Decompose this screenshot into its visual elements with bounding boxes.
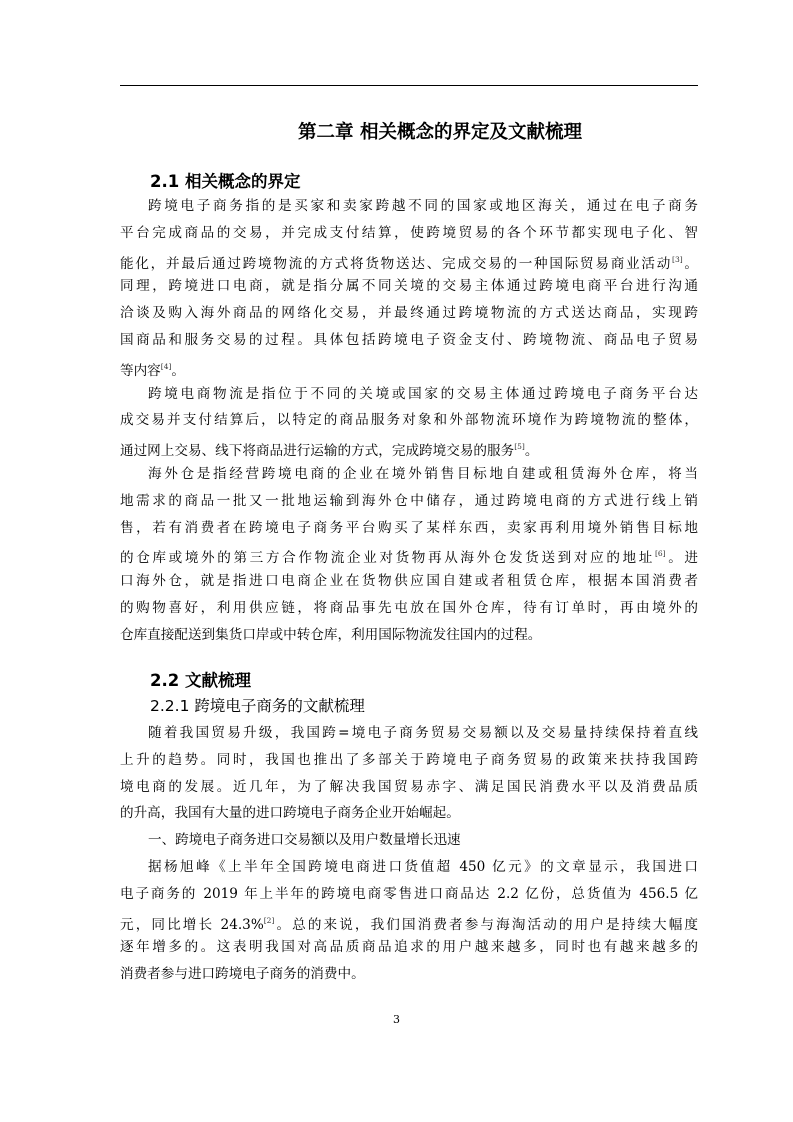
section-heading-2-2: 2.2 文献梳理 [150, 671, 251, 690]
paragraph-line: 的仓库或境外的第三方合作物流企业对货物再从海外仓发货送到对应的地址[6]。进 [120, 549, 698, 567]
section-heading-2-1: 2.1 相关概念的界定 [150, 172, 301, 191]
chapter-title: 第二章 相关概念的界定及文献梳理 [298, 122, 582, 143]
paragraph-line: 仓库直接配送到集货口岸或中转仓库，利用国际物流发往国内的过程。 [120, 626, 542, 643]
paragraph-line: 售，若有消费者在跨境电子商务平台购买了某样东西，卖家再利用境外销售目标地 [120, 519, 698, 536]
paragraph-line: 国商品和服务交易的过程。具体包括跨境电子资金支付、跨境物流、商品电子贸易 [120, 331, 698, 348]
paragraph-line: 上升的趋势。同时，我国也推出了多部关于跨境电子商务贸易的政策来扶持我国跨 [120, 751, 698, 768]
paragraph-line: 元，同比增长 24.3%[2]。总的来说，我们国消费者参与海淘活动的用户是持续大幅度 [120, 915, 698, 933]
paragraph-line: 消费者参与进口跨境电子商务的消费中。 [120, 966, 365, 983]
paragraph-line: 海外仓是指经营跨境电商的企业在境外销售目标地自建或租赁海外仓库，将当 [148, 465, 698, 482]
paragraph-line: 口海外仓，就是指进口电商企业在货物供应国自建或者租赁仓库，根据本国消费者 [120, 573, 698, 590]
paragraph-line: 成交易并支付结算后，以特定的商品服务对象和外部物流环境作为跨境物流的整体， [120, 412, 698, 429]
paragraph-line: 能化，并最后通过跨境物流的方式将货物送达、完成交易的一种国际贸易商业活动[3]。 [120, 254, 699, 272]
citation-ref: [2] [263, 915, 275, 925]
paragraph-line: 跨境电商物流是指位于不同的关境或国家的交易主体通过跨境电子商务平台达 [148, 385, 698, 402]
paragraph-line: 地需求的商品一批又一批地运输到海外仓中储存，通过跨境电商的方式进行线上销 [120, 492, 698, 509]
paragraph-line: 境电商的发展。近几年，为了解决我国贸易赤字、满足国民消费水平以及消费品质 [120, 778, 698, 795]
paragraph-line: 电子商务的 2019 年上半年的跨境电商零售进口商品达 2.2 亿份，总货值为 456.5 亿 [120, 885, 698, 902]
paragraph-line: 逐年增多的。这表明我国对高品质商品追求的用户越来越多，同时也有越来越多的 [120, 939, 698, 956]
citation-ref: [5] [514, 442, 525, 452]
paragraph-line: 平台完成商品的交易，并完成支付结算，使跨境贸易的各个环节都实现电子化、智 [120, 224, 698, 241]
subsection-heading-2-2-1: 2.2.1 跨境电子商务的文献梳理 [150, 697, 365, 715]
section-2-2-body [120, 720, 698, 988]
header-rule [120, 85, 698, 86]
paragraph-line: 随着我国贸易升级，我国跨=境电子商务贸易交易额以及交易量持续保持着直线 [148, 725, 698, 741]
citation-ref: [3] [672, 254, 683, 264]
paragraph-line: 跨境电子商务指的是买家和卖家跨越不同的国家或地区海关，通过在电子商务 [148, 198, 698, 214]
paragraph-line: 据杨旭峰《上半年全国跨境电商进口货值超 450 亿元》的文章显示，我国进口 [148, 858, 698, 875]
list-item-heading: 一、跨境电子商务进口交易额以及用户数量增长迅速 [148, 832, 461, 849]
page-number: 3 [393, 1013, 400, 1026]
paragraph-line: 等内容[4]。 [120, 361, 185, 379]
section-2-1-body [120, 193, 698, 649]
paragraph-line: 的购物喜好，利用供应链，将商品事先屯放在国外仓库，待有订单时，再由境外的 [120, 599, 698, 616]
paragraph-line: 通过网上交易、线下将商品进行运输的方式，完成跨境交易的服务[5]。 [120, 442, 539, 460]
paragraph-line: 同理，跨境进口电商，就是指分属不同关境的交易主体通过跨境电商平台进行沟通 [120, 278, 698, 295]
paragraph-line: 的升高，我国有大量的进口跨境电子商务企业开始崛起。 [120, 805, 460, 822]
citation-ref: [6] [654, 549, 666, 559]
citation-ref: [4] [160, 361, 172, 371]
paragraph-line: 洽谈及购入海外商品的网络化交易，并最终通过跨境物流的方式送达商品，实现跨 [120, 305, 698, 322]
